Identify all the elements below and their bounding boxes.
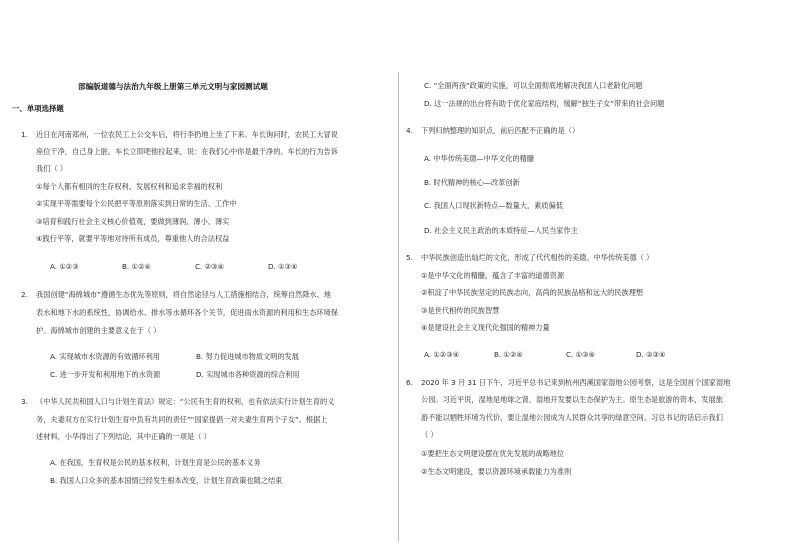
option-d: D. 社会主义民主政治的本质特征—人民当家作主 [424,226,578,235]
question-stem: 公园。习近平说，湿地是地球之肾，湿地开发要以生态保护为主。原生态是旅游的资本，发展旅 [421,395,723,404]
option-d: D. ②③④ [636,350,666,359]
option-b: B. 努力促进城市物质文明的发展 [196,352,299,361]
question-stem: 述材料，小华得出了下列结论，其中正确的一项是（ ） [36,432,211,441]
statement-item: ②积淀了中华民族坚定的民族志向，高尚的民族品格和远大的民族理想 [421,288,644,297]
option-d: D. 这一法规的出台将有助于优化家庭结构，缓解“独生子女”带来的社会问题 [424,99,665,108]
question-stem: 务，夫妻双方在实行计划生育中负有共同的责任”“国家提倡一对夫妻生育两个子女”。根据上 [36,415,328,424]
section-heading: 一、单项选择题 [12,104,64,113]
question-stem: 表水和地下水的系统性，协调给水、排水等水循环各个关节，促进雨水资源的利用和生态环境保 [36,308,338,317]
column-divider [398,72,399,542]
statement-item: ②实现平等需要每个公民把平等原则落实到日常的生活、工作中 [36,199,237,208]
option-b: B. 我国人口众多的基本国情已经发生根本改变，计划生育政策也随之结束 [50,476,283,485]
question-stem: 近日在河南郑州，一位农民工上公交车后，将行李扔地上坐了下来。车长询问时，农民工大冒说 [36,130,338,139]
question-number: 4. [406,126,413,135]
document-title: 部编版道德与法治九年级上册第三单元文明与家园测试题 [78,82,268,91]
statement-item: ①每个人都有相同的生存权利、发展权利和追求幸福的权利 [36,182,223,191]
statement-item: ④是建设社会主义现代化强国的精神力量 [421,323,550,332]
statement-item: ②生态文明建设，要以资源环境承载能力为准则 [421,467,572,476]
question-stem: 护。海绵城市创建的主要意义在于（ ） [36,326,161,335]
question-number: 3. [21,397,28,406]
question-stem: 《中华人民共和国人口与计划生育法》规定：“公民有生育的权利，也有依法实行计划生育的义 [36,397,335,406]
question-stem: 游不能以牺牲环境为代价，要让湿地公园成为人民群众共享的绿意空间。习总书记的话启示我们 [421,413,723,422]
question-number: 6. [406,378,413,387]
statement-item: ①要把生态文明建设摆在优先发展的战略地位 [421,449,565,458]
option-c: C. ①③④ [566,350,595,359]
question-stem: 中华民族创造出灿烂的文化，形成了代代相传的美德。中华传统美德（ ） [421,253,654,262]
option-d: D. ①③④ [268,262,298,271]
question-number: 5. [406,253,413,262]
option-a: A. 在我国，生育权是公民的基本权利，计划生育是公民的基本义务 [50,458,261,467]
question-number: 1. [21,130,28,139]
statement-item: ①是中华文化的精髓，蕴含了丰富的道德资源 [421,271,565,280]
statement-item: ③培育和践行社会主义核心价值观，要做到薄润、薄小、薄实 [36,217,230,226]
question-number: 2. [21,290,28,299]
question-stem: 我们（ ） [36,164,68,173]
option-b: B. 时代精神的核心—改革创新 [424,178,520,187]
statement-item: ④践行平等，就要平等地对待所有成员，尊重他人的合法权益 [36,234,230,243]
statement-item: ③是世代相传的民族智慧 [421,306,500,315]
option-a: A. ①②③④ [424,350,460,359]
question-stem: 座位干净，自己身上脏。车长立即吧他拉起来，说：在我们心中你是最干净的。车长的行为告诉 [36,147,338,156]
option-c: C. 我国人口现状新特点—数量大，素质偏低 [424,201,563,210]
question-stem: 我国创建“海绵城市”遵循生态优先等原则，将自然途径与人工措施相结合，统筹自然降水、地 [36,290,331,299]
question-stem: 下列归纳整理的知识点，前后匹配不正确的是（） [421,126,580,135]
option-c: C. “全面两孩”政策的实施，可以全面彻底地解决我国人口老龄化问题 [424,81,643,90]
option-a: A. 实现城市水资源的有效循环利用 [50,352,160,361]
option-c: C. ②③④ [195,262,224,271]
option-a: A. ①②③ [50,262,79,271]
option-b: B. ①②④ [122,262,151,271]
option-d: D. 实现城市各种资源的综合利用 [196,370,300,379]
option-b: B. ①②④ [494,350,523,359]
option-c: C. 进一步开发和利用地下的水资源 [50,370,161,379]
question-stem: 2020 年 3 月 31 日下午，习近平总书记来到杭州西溪国家湿地公园考察，这是全国首个国家湿地 [421,378,731,387]
question-stem: （ ） [421,430,438,439]
option-a: A. 中华传统美德—中华文化的精髓 [424,154,534,163]
